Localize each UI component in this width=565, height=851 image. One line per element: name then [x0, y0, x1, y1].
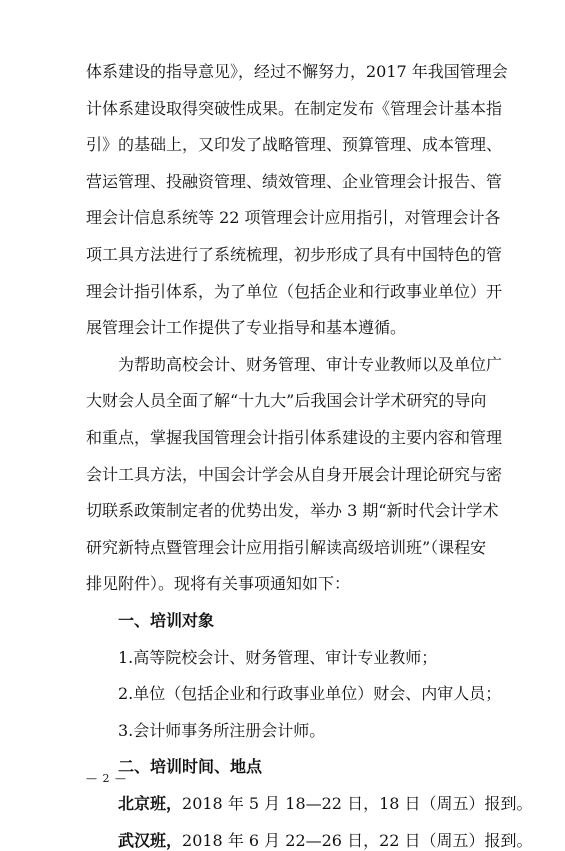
class-detail: 2018 年 5 月 18—22 日，18 日（周五）报到。 [182, 794, 533, 813]
body-line: 计体系建设取得突破性成果。在制定发布《管理会计基本指 [86, 99, 503, 118]
body-line: 大财会人员全面了解“十九大”后我国会计学术研究的导向 [86, 391, 487, 410]
class-detail: 2018 年 6 月 22—26 日，22 日（周五）报到。 [182, 831, 533, 850]
body-line: 营运管理、投融资管理、绩效管理、企业管理会计报告、管 [86, 172, 503, 191]
body-line: 排见附件）。现将有关事项通知如下： [86, 574, 351, 593]
body-line: 项工具方法进行了系统梳理，初步形成了具有中国特色的管 [86, 245, 503, 264]
body-line: 切联系政策制定者的优势出发，举办 3 期“新时代会计学术 [86, 501, 499, 520]
class-city: 北京班， [118, 794, 183, 813]
body-line: 和重点，掌握我国管理会计指引体系建设的主要内容和管理 [86, 428, 503, 447]
body-line: 展管理会计工作提供了专业指导和基本遵循。 [86, 318, 407, 337]
section-heading-time-place: 二、培训时间、地点 [118, 757, 263, 776]
body-line: 理会计指引体系，为了单位（包括企业和行政事业单位）开 [86, 282, 503, 301]
class-city: 武汉班， [118, 831, 183, 850]
list-item: 1.高等院校会计、财务管理、审计专业教师； [118, 648, 438, 667]
page-number: — 2 — [86, 772, 127, 785]
body-line: 体系建设的指导意见》，经过不懈努力，2017 年我国管理会 [86, 62, 508, 81]
body-line: 研究新特点暨管理会计应用指引解读高级培训班”（课程安 [86, 538, 487, 557]
body-line: 会计工具方法，中国会计学会从自身开展会计理论研究与密 [86, 465, 503, 484]
body-line: 引》的基础上，又印发了战略管理、预算管理、成本管理、 [86, 135, 503, 154]
list-item: 2.单位（包括企业和行政事业单位）财会、内审人员； [118, 684, 502, 703]
class-row-wuhan [118, 831, 565, 851]
paragraph-start-line: 为帮助高校会计、财务管理、审计专业教师以及单位广 [118, 355, 503, 374]
list-item: 3.会计师事务所注册会计师。 [118, 721, 326, 740]
body-line: 理会计信息系统等 22 项管理会计应用指引，对管理会计各 [86, 208, 501, 227]
section-heading-training-target: 一、培训对象 [118, 611, 215, 630]
